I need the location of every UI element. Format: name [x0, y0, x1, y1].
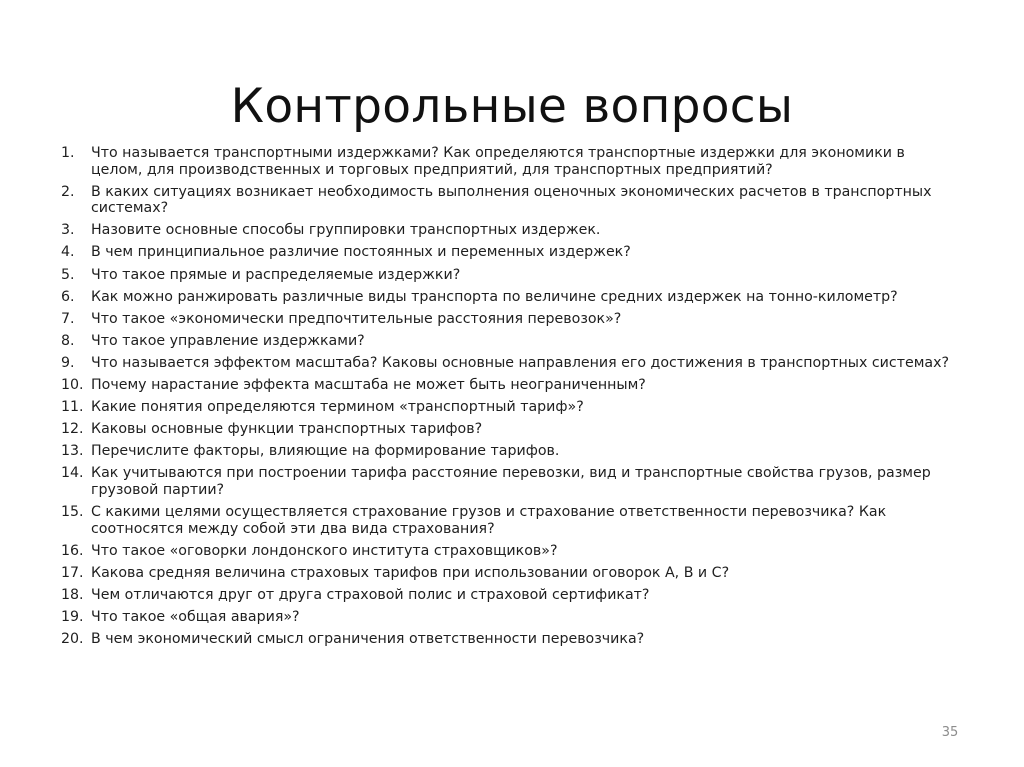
question-text: Что такое «общая авария»? — [91, 609, 300, 626]
question-text: Какие понятия определяются термином «транспортный тариф»? — [91, 399, 584, 416]
question-item — [61, 311, 956, 328]
question-item — [61, 421, 956, 438]
question-number: 2. — [61, 183, 75, 200]
question-number: 1. — [61, 145, 75, 161]
question-text: С какими целями осуществляется страхование грузов и страхование ответственности перевозчика? Как соотносятся между собой эти два вида страхования? — [91, 504, 887, 537]
question-text: В чем экономический смысл ограничения ответственности перевозчика? — [91, 631, 645, 648]
question-number: 13. — [61, 443, 84, 460]
question-text: Что называется транспортными издержками? Как определяются транспортные издержки для экономики в целом, для производственных и торговых предприятий, для транспортных предприятий? — [91, 145, 905, 178]
question-text: Какова средняя величина страховых тарифов при использовании оговорок А, В и С? — [91, 564, 730, 581]
question-text: В каких ситуациях возникает необходимость выполнения оценочных экономических расчетов в транспортных системах? — [91, 183, 932, 217]
question-number: 6. — [61, 288, 75, 305]
question-item — [61, 465, 956, 498]
question-item — [61, 145, 956, 178]
question-text: Что называется эффектом масштаба? Каковы основные направления его достижения в транспортных системах? — [91, 354, 950, 371]
question-text: Чем отличаются друг от друга страховой полис и страховой сертификат? — [91, 586, 650, 603]
question-item — [61, 222, 956, 239]
question-text: Каковы основные функции транспортных тарифов? — [91, 421, 483, 438]
question-text: Почему нарастание эффекта масштаба не может быть неограниченным? — [91, 377, 646, 394]
question-item — [61, 267, 956, 284]
question-text: Назовите основные способы группировки транспортных издержек. — [91, 222, 601, 239]
question-number: 12. — [61, 421, 84, 438]
question-number: 8. — [61, 332, 75, 349]
question-number: 5. — [61, 266, 75, 283]
question-number: 11. — [61, 399, 84, 416]
question-item — [61, 609, 956, 626]
question-text: Что такое управление издержками? — [91, 332, 365, 349]
question-number: 7. — [61, 310, 75, 327]
page-number: 35 — [941, 725, 959, 740]
question-item — [61, 565, 956, 582]
question-text: Как можно ранжировать различные виды транспорта по величине средних издержек на тонно-километр? — [91, 288, 898, 305]
question-text: Что такое «оговорки лондонского института страховщиков»? — [91, 542, 558, 559]
question-text: Что такое прямые и распределяемые издержки? — [91, 266, 461, 283]
question-item — [61, 355, 956, 372]
question-number: 20. — [61, 631, 84, 648]
question-number: 15. — [61, 504, 84, 521]
question-item — [61, 443, 956, 460]
question-item — [61, 289, 956, 306]
question-item — [61, 504, 956, 537]
question-number: 17. — [61, 564, 84, 581]
question-item — [61, 543, 956, 560]
slide-title: Контрольные вопросы — [230, 79, 794, 135]
question-number: 19. — [61, 609, 84, 626]
question-text: В чем принципиальное различие постоянных и переменных издержек? — [91, 244, 631, 261]
question-number: 9. — [61, 354, 75, 371]
question-text: Как учитываются при построении тарифа расстояние перевозки, вид и транспортные свойства грузов, размер грузовой партии? — [91, 465, 931, 498]
question-number: 10. — [61, 377, 84, 394]
questions-list — [61, 145, 956, 653]
question-number: 16. — [61, 542, 84, 559]
question-item — [61, 244, 956, 261]
question-item — [61, 631, 956, 648]
question-item — [61, 399, 956, 416]
question-text: Перечислите факторы, влияющие на формирование тарифов. — [91, 443, 560, 460]
question-item — [61, 587, 956, 604]
question-text: Что такое «экономически предпочтительные расстояния перевозок»? — [91, 310, 622, 327]
question-number: 4. — [61, 244, 75, 261]
question-item — [61, 377, 956, 394]
question-number: 14. — [61, 465, 84, 482]
question-number: 3. — [61, 222, 75, 239]
question-item — [61, 184, 956, 217]
question-item — [61, 333, 956, 350]
question-number: 18. — [61, 586, 84, 603]
